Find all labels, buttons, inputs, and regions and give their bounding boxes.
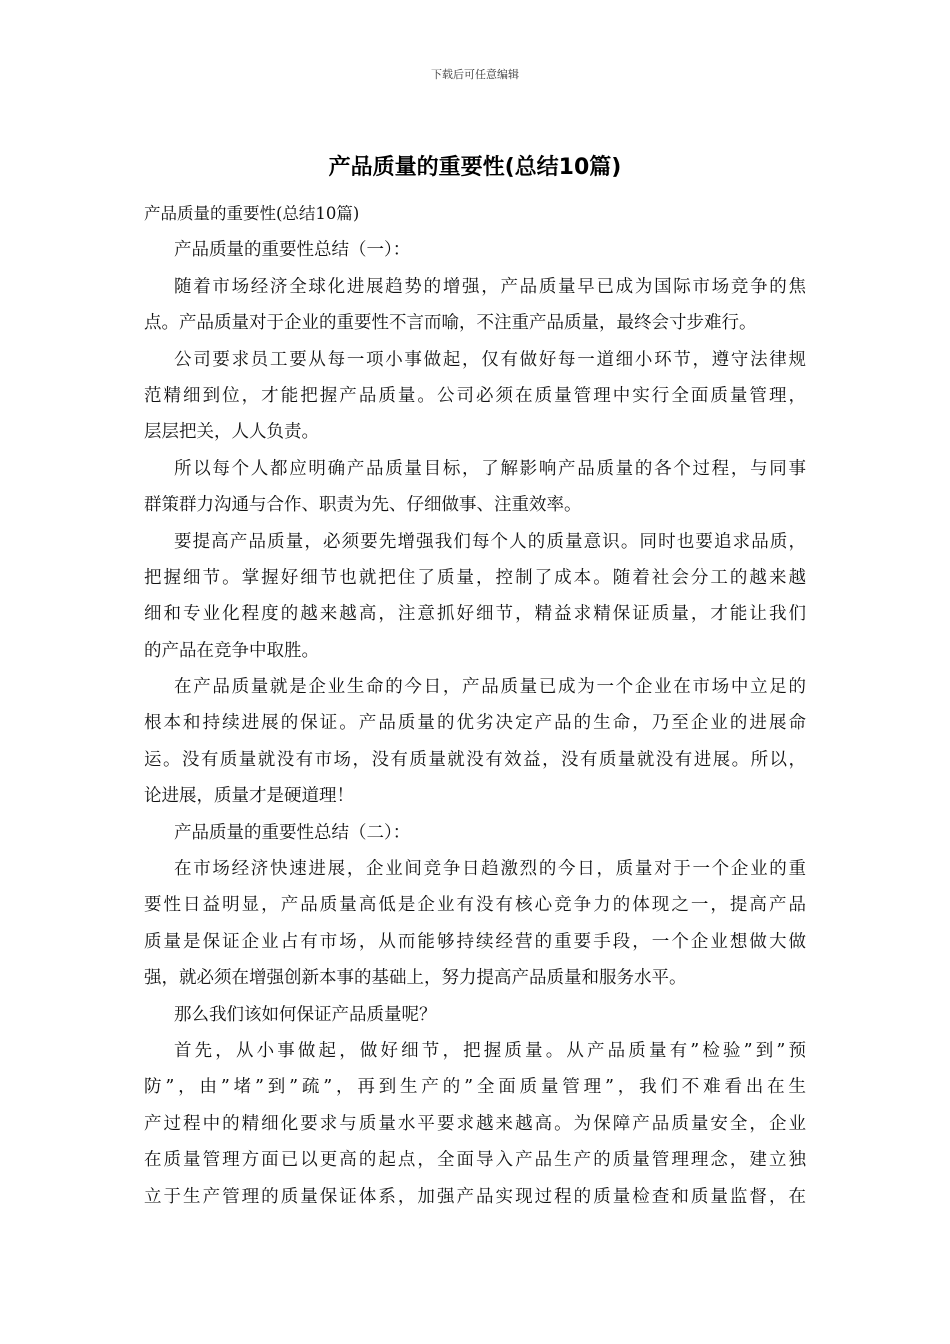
- document-body: [144, 196, 806, 1215]
- paragraph-line: 要提高产品质量，必须要先增强我们每个人的质量意识。同时也要追求品质，: [174, 531, 806, 552]
- header-note: 下载后可任意编辑: [431, 68, 519, 81]
- section-heading: 产品质量的重要性总结（二）：: [174, 822, 411, 843]
- paragraph-line: 要性日益明显，产品质量高低是企业有没有核心竞争力的体现之一，提高产品: [144, 895, 806, 916]
- paragraph-line: 所以每个人都应明确产品质量目标，了解影响产品质量的各个过程，与同事: [174, 458, 806, 479]
- paragraph-line: 防”，由”堵”到”疏”，再到生产的”全面质量管理”，我们不难看出在生: [144, 1077, 806, 1098]
- paragraph-line: 的产品在竞争中取胜。: [144, 640, 319, 661]
- paragraph-line: 层层把关，人人负责。: [144, 422, 319, 443]
- paragraph-line: 在质量管理方面已以更高的起点，全面导入产品生产的质量管理理念，建立独: [144, 1150, 806, 1171]
- paragraph-line: 范精细到位，才能把握产品质量。公司必须在质量管理中实行全面质量管理，: [144, 385, 806, 406]
- paragraph-line: 立于生产管理的质量保证体系，加强产品实现过程的质量检查和质量监督，在: [144, 1186, 806, 1207]
- paragraph-line: 产过程中的精细化要求与质量水平要求越来越高。为保障产品质量安全，企业: [144, 1113, 806, 1134]
- paragraph-line: 那么我们该如何保证产品质量呢？: [174, 1004, 437, 1025]
- paragraph-line: 质量是保证企业占有市场，从而能够持续经营的重要手段，一个企业想做大做: [144, 931, 806, 952]
- paragraph-line: 点。产品质量对于企业的重要性不言而喻，不注重产品质量，最终会寸步难行。: [144, 313, 757, 334]
- paragraph-line: 随着市场经济全球化进展趋势的增强，产品质量早已成为国际市场竞争的焦: [174, 276, 806, 297]
- subtitle-line: 产品质量的重要性(总结10篇): [144, 204, 360, 223]
- document-title: 产品质量的重要性(总结10篇): [328, 155, 622, 180]
- paragraph-line: 细和专业化程度的越来越高，注意抓好细节，精益求精保证质量，才能让我们: [144, 604, 806, 625]
- paragraph-line: 把握细节。掌握好细节也就把住了质量，控制了成本。随着社会分工的越来越: [144, 567, 806, 588]
- paragraph-line: 在产品质量就是企业生命的今日，产品质量已成为一个企业在市场中立足的: [174, 677, 806, 698]
- paragraph-line: 群策群力沟通与合作、职责为先、仔细做事、注重效率。: [144, 495, 582, 516]
- paragraph-line: 根本和持续进展的保证。产品质量的优劣决定产品的生命，乃至企业的进展命: [144, 713, 806, 734]
- paragraph-line: 在市场经济快速进展，企业间竞争日趋激烈的今日，质量对于一个企业的重: [174, 859, 806, 880]
- paragraph-line: 公司要求员工要从每一项小事做起，仅有做好每一道细小环节，遵守法律规: [174, 349, 806, 370]
- section-heading: 产品质量的重要性总结（一）：: [174, 240, 411, 261]
- paragraph-line: 论进展，质量才是硬道理！: [144, 786, 354, 807]
- paragraph-line: 强，就必须在增强创新本事的基础上，努力提高产品质量和服务水平。: [144, 968, 687, 989]
- paragraph-line: 运。没有质量就没有市场，没有质量就没有效益，没有质量就没有进展。所以，: [144, 749, 806, 770]
- paragraph-line: 首先，从小事做起，做好细节，把握质量。从产品质量有”检验”到”预: [174, 1040, 806, 1061]
